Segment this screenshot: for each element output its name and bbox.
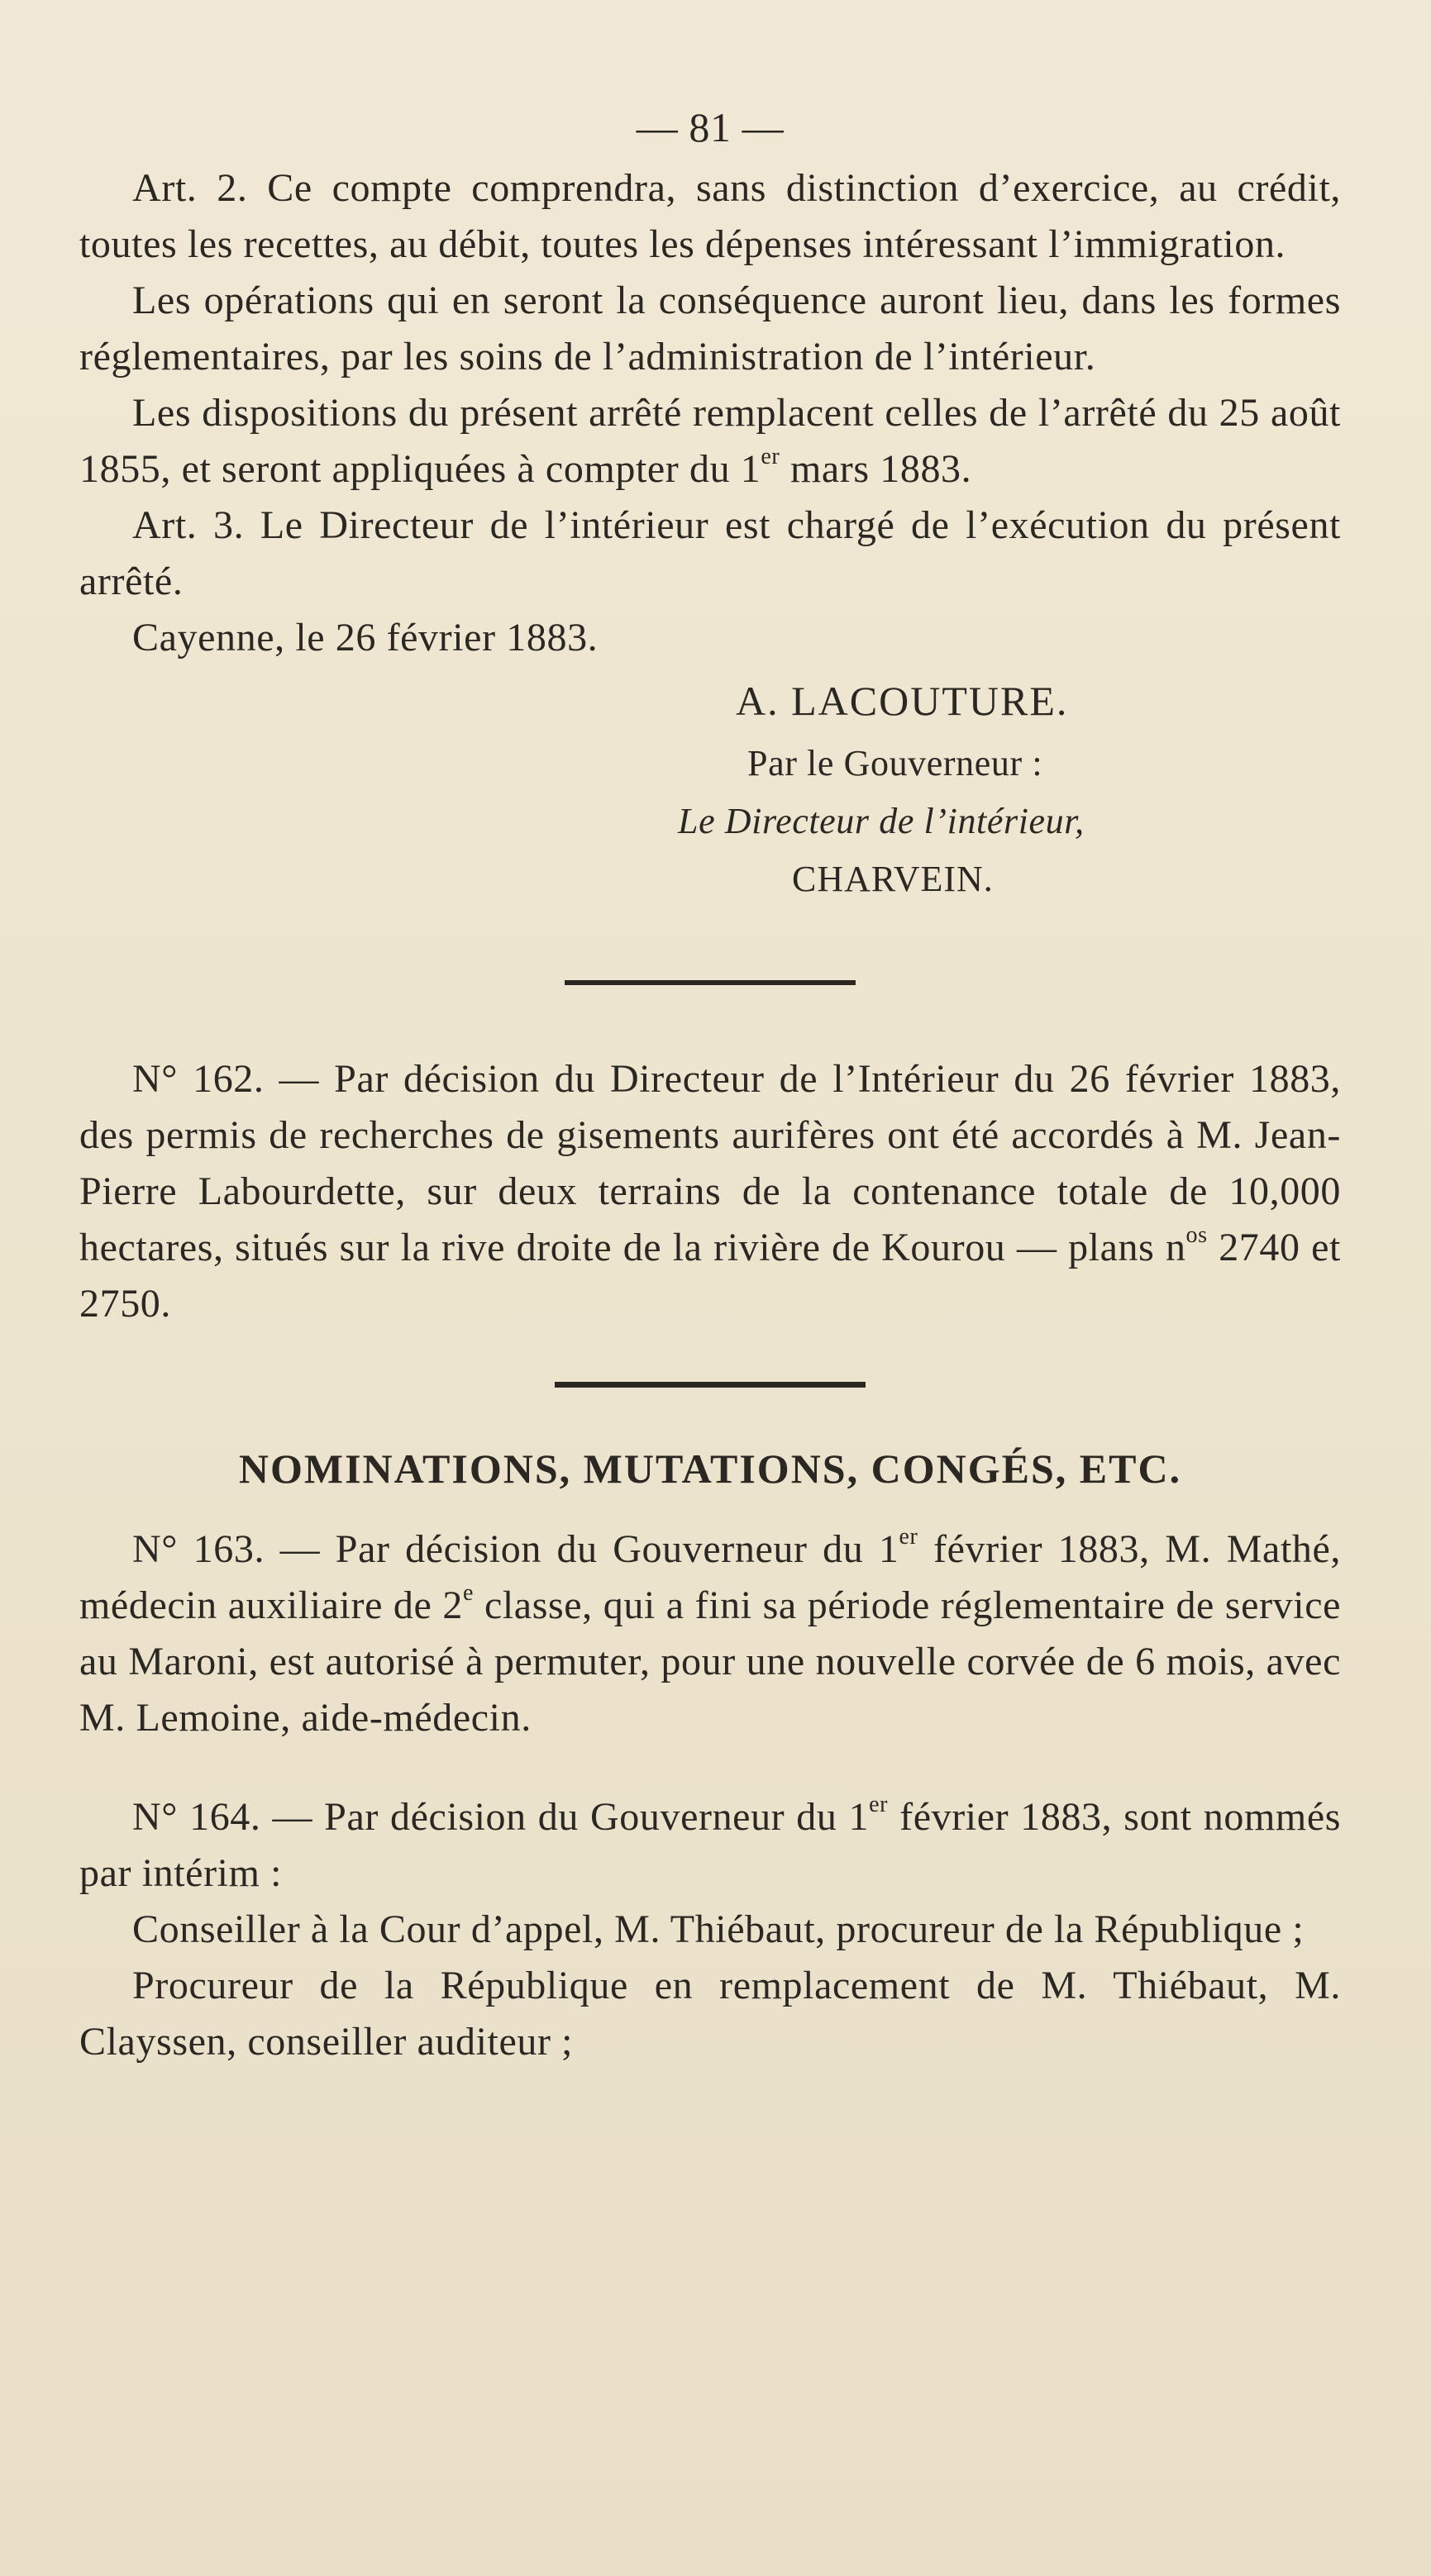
decision-163-paragraph: [79, 1521, 1341, 1746]
decision-163-superscript-1: er: [899, 1524, 918, 1550]
page-number: — 81 —: [636, 104, 785, 150]
decision-163-text-middle: février 1883, M. Mathé, médecin auxiliaire de 2: [79, 1527, 1341, 1627]
decision-162-superscript: os: [1185, 1222, 1208, 1248]
dispositions-text-end: mars 1883.: [780, 447, 972, 491]
signature-block: [79, 666, 1341, 947]
decision-163-text: N° 163. — Par décision du Gouverneur du 1: [132, 1527, 899, 1571]
appointment-item: Procureur de la République en remplacement de M. Thiébaut, M. Clayssen, conseiller auditeur ;: [79, 1964, 1341, 2064]
text-column: [79, 99, 1341, 2070]
dispositions-text: Les dispositions du présent arrêté remplacent celles de l’arrêté du 25 août 1855, et seront appliquées à compter du 1: [79, 391, 1341, 491]
decision-162-text: N° 162. — Par décision du Directeur de l’Intérieur du 26 février 1883, des permis de recherches de gisements aurifères ont été accordés à M. Jean-Pierre Labourdette, sur deux terrains de la contenance totale de 10,000 hectares, situés sur la rive droite de la rivière de Kourou — plans n: [79, 1057, 1341, 1269]
article-3-paragraph: Art. 3. Le Directeur de l’intérieur est chargé de l’exécution du présent arrêté.: [79, 503, 1341, 603]
decision-163-text-end: classe, qui a fini sa période réglementaire de service au Maroni, est autorisé à permuter, pour une nouvelle corvée de 6 mois, avec M. Lemoine, aide-médecin.: [79, 1583, 1342, 1740]
countersign-label: Par le Gouverneur :: [747, 743, 1043, 783]
decision-162-paragraph: [79, 1051, 1341, 1332]
operations-paragraph: Les opérations qui en seront la conséquence auront lieu, dans les formes réglementaires, par les soins de l’administration de l’intérieur.: [79, 279, 1341, 379]
section-heading: NOMINATIONS, MUTATIONS, CONGÉS, ETC.: [238, 1445, 1182, 1492]
section-separator-rule: [555, 1382, 866, 1388]
director-signature: CHARVEIN.: [792, 859, 994, 899]
place-date: Cayenne, le 26 février 1883.: [132, 616, 599, 659]
director-title: Le Directeur de l’intérieur,: [678, 801, 1085, 841]
decision-164-paragraph: [79, 1789, 1341, 1902]
dispositions-superscript: er: [761, 444, 780, 469]
decision-164-text: N° 164. — Par décision du Gouverneur du 1: [132, 1795, 870, 1839]
decision-163-superscript-2: e: [462, 1580, 475, 1606]
decision-162-text-end: 2740 et 2750.: [79, 1226, 1341, 1326]
appointment-item: Conseiller à la Cour d’appel, M. Thiébaut, procureur de la République ;: [132, 1907, 1305, 1951]
paragraph-gap: [79, 1746, 1341, 1789]
governor-signature: A. LACOUTURE.: [736, 678, 1069, 724]
separator-rule: [565, 980, 856, 985]
article-2-paragraph: Art. 2. Ce compte comprendra, sans distinction d’exercice, au crédit, toutes les recettes, au débit, toutes les dépenses intéressant l’immigration.: [79, 166, 1341, 266]
decision-164-text-end: février 1883, sont nommés par intérim :: [79, 1795, 1342, 1895]
dispositions-paragraph: [79, 385, 1341, 498]
decision-164-superscript: er: [869, 1792, 889, 1817]
